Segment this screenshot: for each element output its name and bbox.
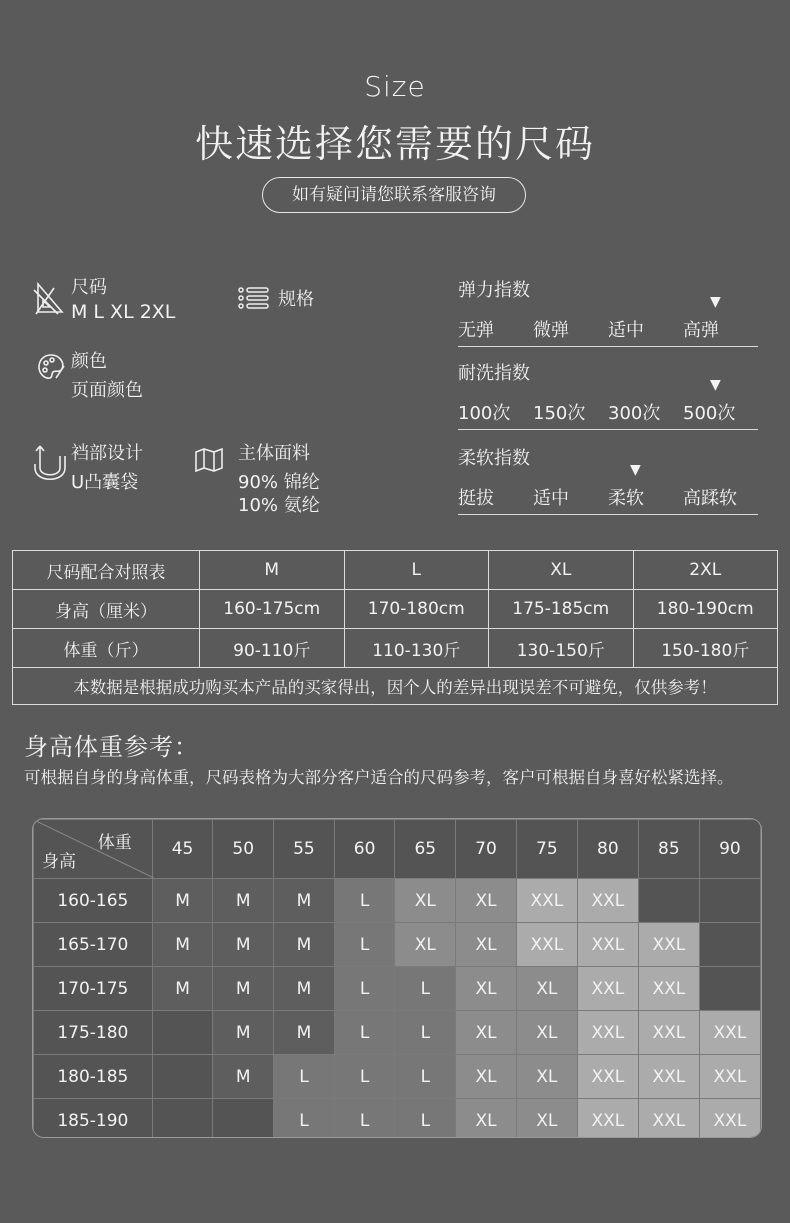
height-row-header: 180-185: [34, 1055, 153, 1099]
table-header-row: [13, 551, 778, 590]
size-cell: XXL: [638, 1055, 699, 1099]
size-cell: XL: [516, 1099, 577, 1139]
crotch-value: U凸囊袋: [71, 472, 139, 493]
size-cell: XL: [456, 1055, 517, 1099]
weight-header-cell: 65: [395, 820, 456, 879]
table-cell: 90-110斤: [200, 629, 345, 668]
weight-header-cell: 55: [274, 820, 335, 879]
size-cell: XXL: [638, 967, 699, 1011]
elasticity-marker-icon: ▼: [710, 294, 721, 310]
weight-header-cell: 80: [577, 820, 638, 879]
weight-header-cell: 75: [516, 820, 577, 879]
table-header-cell: 2XL: [633, 551, 778, 590]
size-cell: XXL: [516, 923, 577, 967]
height-row-header: 165-170: [34, 923, 153, 967]
size-cell: XXL: [638, 1099, 699, 1139]
wash-option: 100次: [458, 403, 511, 424]
size-cell: M: [213, 1011, 274, 1055]
size-label: 尺码: [71, 277, 107, 298]
size-cell: M: [213, 923, 274, 967]
softness-option: 挺拔: [458, 488, 494, 509]
crotch-label: 裆部设计: [71, 443, 143, 464]
size-cell: M: [274, 879, 335, 923]
empty-cell: [699, 923, 760, 967]
size-cell: M: [213, 967, 274, 1011]
table-cell: 体重（斤）: [13, 629, 200, 668]
weight-header-cell: 45: [152, 820, 213, 879]
color-label: 颜色: [71, 351, 107, 372]
wash-title: 耐洗指数: [458, 363, 530, 384]
size-cell: L: [274, 1055, 335, 1099]
size-cell: M: [152, 967, 213, 1011]
weight-header-cell: 90: [699, 820, 760, 879]
material-label: 主体面料: [238, 443, 310, 464]
grid-header-row: [34, 820, 761, 879]
table-note: 本数据是根据成功购买本产品的买家得出，因个人的差异出现误差不可避免，仅供参考！: [13, 668, 778, 705]
size-cell: XXL: [638, 923, 699, 967]
height-row-header: 170-175: [34, 967, 153, 1011]
empty-cell: [152, 1099, 213, 1139]
table-note-row: [13, 668, 778, 705]
reference-title: 身高体重参考：: [24, 733, 199, 761]
size-cell: XXL: [577, 923, 638, 967]
size-cell: XL: [516, 1011, 577, 1055]
size-value: M L XL 2XL: [71, 301, 176, 323]
height-weight-grid: [32, 818, 762, 1138]
table-cell: 130-150斤: [489, 629, 634, 668]
size-cell: L: [395, 1011, 456, 1055]
grid-row: [34, 923, 761, 967]
wash-option: 300次: [608, 403, 661, 424]
elasticity-option: 微弹: [533, 320, 569, 341]
size-cell: XL: [456, 967, 517, 1011]
softness-index: [458, 444, 758, 515]
size-cell: L: [334, 1055, 395, 1099]
table-cell: 160-175cm: [200, 590, 345, 629]
elasticity-option: 无弹: [458, 320, 494, 341]
weight-header-cell: 70: [456, 820, 517, 879]
grid-corner-cell: [34, 820, 153, 879]
size-cell: M: [274, 1011, 335, 1055]
size-cell: L: [334, 1099, 395, 1139]
size-comparison-table: [12, 550, 778, 705]
size-cell: L: [334, 967, 395, 1011]
softness-option: 适中: [533, 488, 569, 509]
size-cell: XL: [456, 1011, 517, 1055]
palette-icon: [36, 352, 66, 382]
size-cell: L: [334, 923, 395, 967]
elasticity-index: [458, 276, 758, 347]
fabric-map-icon: [194, 448, 224, 472]
material-line-1: 90% 锦纶: [238, 472, 320, 493]
size-cell: M: [152, 879, 213, 923]
elasticity-option: 适中: [608, 320, 644, 341]
size-cell: XL: [456, 879, 517, 923]
grid-row: [34, 1011, 761, 1055]
grid-row: [34, 879, 761, 923]
size-cell: M: [213, 1055, 274, 1099]
size-cell: XXL: [699, 1011, 760, 1055]
table-cell: 180-190cm: [633, 590, 778, 629]
height-row-header: 185-190: [34, 1099, 153, 1139]
color-value: 页面颜色: [71, 380, 143, 401]
empty-cell: [638, 879, 699, 923]
weight-header-cell: 85: [638, 820, 699, 879]
weight-header-cell: 50: [213, 820, 274, 879]
size-cell: L: [274, 1099, 335, 1139]
spec-label: 规格: [278, 289, 314, 310]
empty-cell: [213, 1099, 274, 1139]
table-row: [13, 590, 778, 629]
u-pouch-icon: [32, 442, 68, 484]
size-cell: XXL: [699, 1055, 760, 1099]
table-header-cell: M: [200, 551, 345, 590]
empty-cell: [152, 1055, 213, 1099]
size-cell: L: [395, 1055, 456, 1099]
size-cell: XXL: [699, 1099, 760, 1139]
grid-row: [34, 967, 761, 1011]
size-cell: XXL: [577, 967, 638, 1011]
size-cell: XL: [456, 1099, 517, 1139]
wash-index: [458, 359, 758, 430]
size-cell: XXL: [577, 1055, 638, 1099]
empty-cell: [699, 879, 760, 923]
reference-subtitle: 可根据自身的身高体重，尺码表格为大部分客户适合的尺码参考，客户可根据自身喜好松紧选择。: [24, 768, 734, 787]
size-cell: L: [395, 1099, 456, 1139]
softness-scale: [458, 484, 758, 515]
size-cell: M: [274, 967, 335, 1011]
table-cell: 150-180斤: [633, 629, 778, 668]
empty-cell: [699, 967, 760, 1011]
softness-title: 柔软指数: [458, 448, 530, 469]
size-cell: XXL: [577, 879, 638, 923]
size-cell: XXL: [577, 1011, 638, 1055]
table-cell: 175-185cm: [489, 590, 634, 629]
size-cell: L: [395, 967, 456, 1011]
elasticity-title: 弹力指数: [458, 280, 530, 301]
softness-option-selected: 柔软: [608, 488, 644, 509]
ruler-triangle-icon: [32, 280, 66, 316]
size-cell: XL: [516, 1055, 577, 1099]
table-cell: 110-130斤: [344, 629, 489, 668]
weight-header-cell: 60: [334, 820, 395, 879]
grid-row: [34, 1099, 761, 1139]
size-cell: XL: [516, 967, 577, 1011]
size-cell: XL: [395, 879, 456, 923]
table-cell: 身高（厘米）: [13, 590, 200, 629]
contact-service-button[interactable]: 如有疑问请您联系客服咨询: [262, 177, 526, 213]
size-cell: L: [334, 1011, 395, 1055]
height-row-header: 175-180: [34, 1011, 153, 1055]
grid-row: [34, 1055, 761, 1099]
elasticity-scale: [458, 316, 758, 347]
size-cell: M: [274, 923, 335, 967]
size-cell: XXL: [577, 1099, 638, 1139]
material-line-2: 10% 氨纶: [238, 495, 320, 516]
size-heading: Size: [364, 70, 426, 103]
wash-option: 150次: [533, 403, 586, 424]
reference-table: [33, 819, 761, 1138]
table-header-cell: XL: [489, 551, 634, 590]
wash-scale: [458, 399, 758, 430]
size-cell: XL: [395, 923, 456, 967]
wash-marker-icon: ▼: [710, 377, 721, 393]
elasticity-option-selected: 高弹: [683, 320, 719, 341]
size-cell: XL: [456, 923, 517, 967]
softness-marker-icon: ▼: [630, 462, 641, 478]
page-title: 快速选择您需要的尺码: [194, 122, 595, 166]
corner-weight-label: 体重: [97, 833, 132, 853]
empty-cell: [152, 1011, 213, 1055]
table-header-cell: 尺码配合对照表: [13, 551, 200, 590]
table-cell: 170-180cm: [344, 590, 489, 629]
size-cell: M: [152, 923, 213, 967]
table-header-cell: L: [344, 551, 489, 590]
size-cell: M: [213, 879, 274, 923]
list-icon: [238, 286, 270, 312]
height-row-header: 160-165: [34, 879, 153, 923]
size-cell: L: [334, 879, 395, 923]
table-row: [13, 629, 778, 668]
size-cell: XXL: [516, 879, 577, 923]
size-cell: XXL: [638, 1011, 699, 1055]
wash-option-selected: 500次: [683, 403, 736, 424]
softness-option: 高蹂软: [683, 488, 737, 509]
corner-height-label: 身高: [42, 852, 76, 872]
